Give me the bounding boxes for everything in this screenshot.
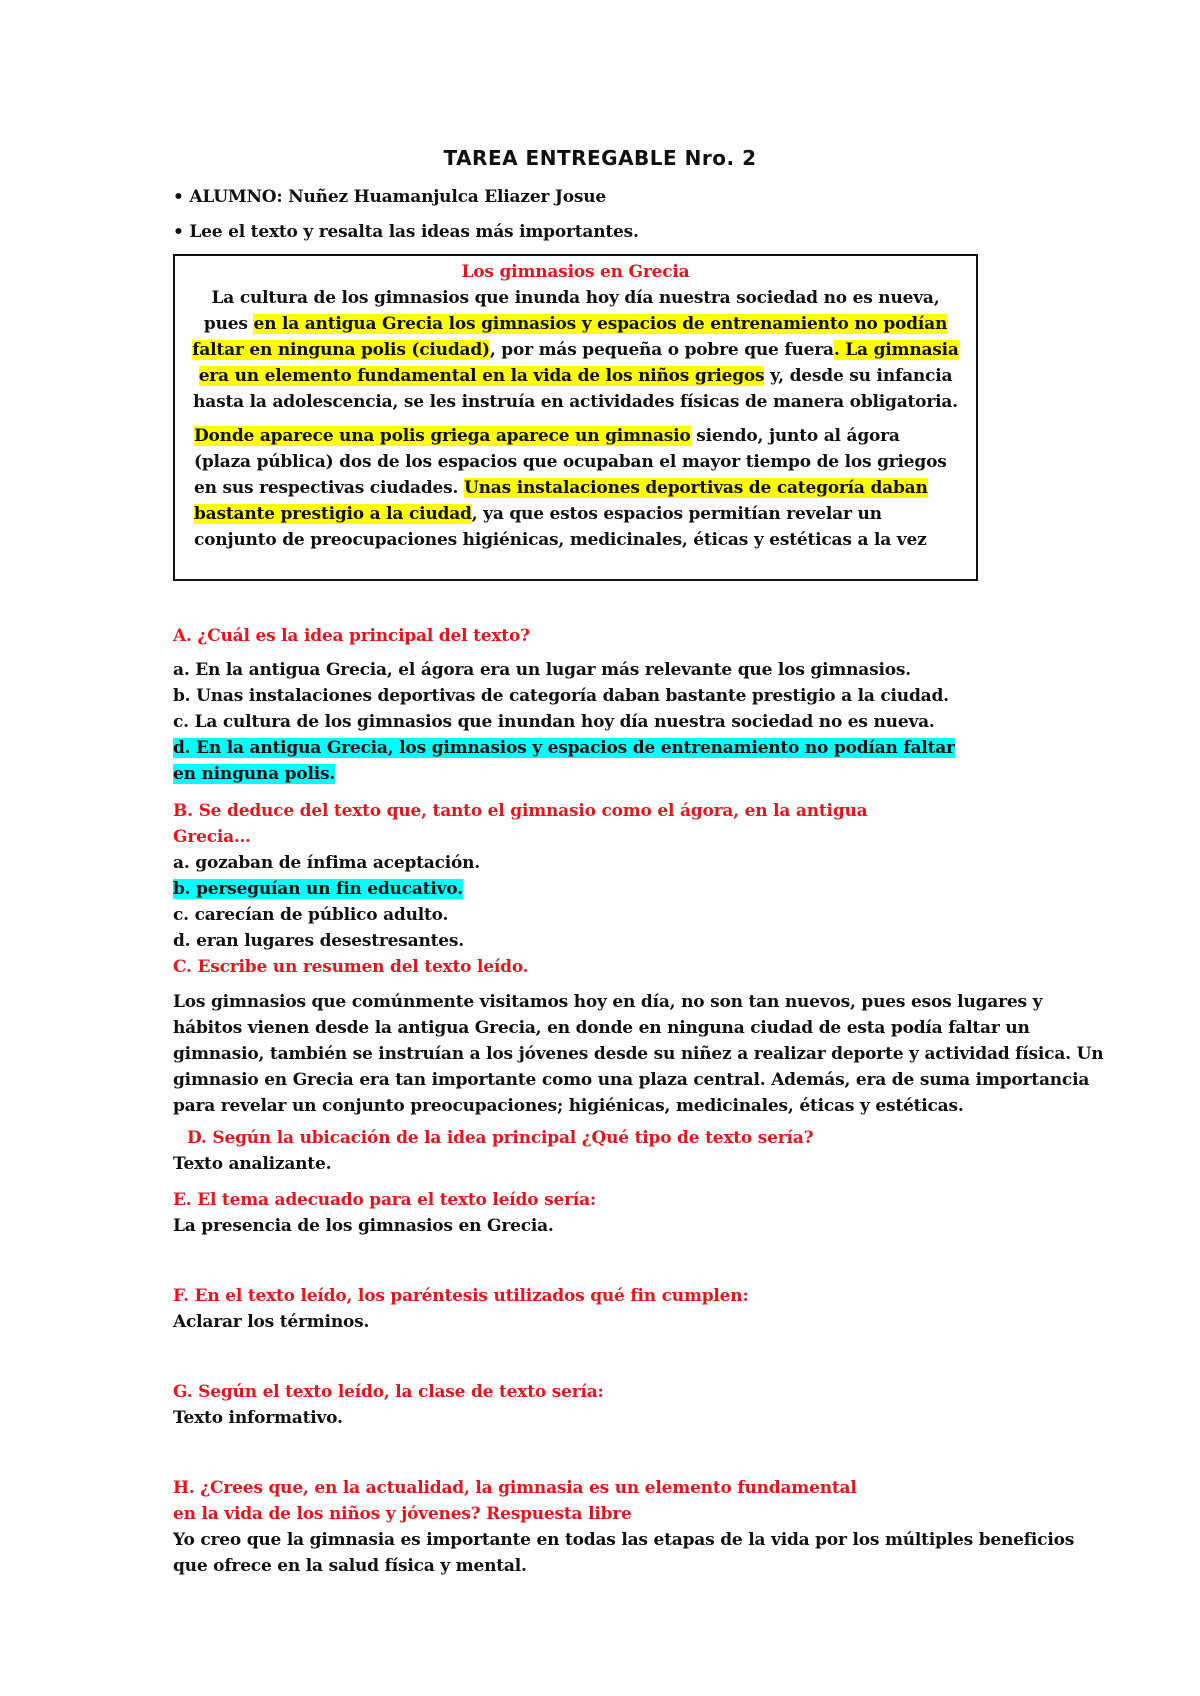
question-a-answer [173,762,335,786]
highlighted-text: faltar en ninguna polis (ciudad) [192,340,490,360]
summary-line: Los gimnasios que comúnmente visitamos hoy en día, no son tan nuevos, pues esos lugares y [173,992,1043,1012]
highlighted-text: Donde aparece una polis griega aparece un gimnasio [194,426,691,446]
question-a-prompt: A. ¿Cuál es la idea principal del texto? [173,626,530,646]
plain-text: siendo, junto al ágora [690,426,900,446]
question-b-option: d. eran lugares desestresantes. [173,931,464,951]
question-a-answer [173,736,955,760]
highlighted-text: bastante prestigio a la ciudad [194,504,472,524]
question-b-option: c. carecían de público adulto. [173,905,449,925]
question-b-option: a. gozaban de ínfima aceptación. [173,853,481,873]
highlighted-text: Unas instalaciones deportivas de categoría daban [464,478,928,498]
question-f-prompt: F. En el texto leído, los paréntesis utilizados qué fin cumplen: [173,1286,749,1306]
reading-p2-line [194,424,900,448]
reading-p1-line: La cultura de los gimnasios que inunda hoy día nuestra sociedad no es nueva, [211,288,940,308]
question-h-answer: que ofrece en la salud física y mental. [173,1556,527,1576]
question-b-prompt: B. Se deduce del texto que, tanto el gimnasio como el ágora, en la antigua [173,801,868,821]
plain-text: y, desde su infancia [764,366,953,386]
reading-p2-line [194,502,882,526]
question-d-prompt: D. Según la ubicación de la idea principal ¿Qué tipo de texto sería? [187,1128,814,1148]
reading-p1-line: hasta la adolescencia, se les instruía en actividades físicas de manera obligatoria. [193,392,958,412]
reading-p2-line: conjunto de preocupaciones higiénicas, medicinales, éticas y estéticas a la vez [194,530,927,550]
highlighted-text: . La gimnasia [833,340,959,360]
reading-title: Los gimnasios en Grecia [461,262,690,282]
question-g-prompt: G. Según el texto leído, la clase de texto sería: [173,1382,604,1402]
selected-answer-text: en ninguna polis. [173,764,336,784]
reading-p1-line [175,312,976,336]
plain-text: en sus respectivas ciudades. [194,478,464,498]
question-b-answer [173,877,463,901]
instruction-line: • Lee el texto y resalta las ideas más importantes. [173,222,639,242]
highlighted-text: era un elemento fundamental en la vida de los niños griegos [198,366,765,386]
summary-line: para revelar un conjunto preocupaciones; higiénicas, medicinales, éticas y estéticas. [173,1096,964,1116]
summary-line: gimnasio en Grecia era tan importante como una plaza central. Además, era de suma importancia [173,1070,1090,1090]
document-title: TAREA ENTREGABLE Nro. 2 [443,146,757,170]
question-a-option: b. Unas instalaciones deportivas de categoría daban bastante prestigio a la ciudad. [173,686,949,706]
question-f-answer: Aclarar los términos. [173,1312,370,1332]
question-e-answer: La presencia de los gimnasios en Grecia. [173,1216,554,1236]
reading-p1-line [175,364,976,388]
reading-p2-line [194,476,928,500]
question-h-answer: Yo creo que la gimnasia es importante en todas las etapas de la vida por los múltiples beneficios [173,1530,1075,1550]
plain-text: , ya que estos espacios permitían revelar un [471,504,882,524]
question-a-option: a. En la antigua Grecia, el ágora era un lugar más relevante que los gimnasios. [173,660,911,680]
question-e-prompt: E. El tema adecuado para el texto leído sería: [173,1190,596,1210]
highlighted-text: en la antigua Grecia los gimnasios y espacios de entrenamiento no podían [253,314,948,334]
plain-text: pues [203,314,254,334]
reading-p2-line: (plaza pública) dos de los espacios que ocupaban el mayor tiempo de los griegos [194,452,947,472]
question-h-prompt: H. ¿Crees que, en la actualidad, la gimnasia es un elemento fundamental [173,1478,857,1498]
question-d-answer: Texto analizante. [173,1154,332,1174]
question-g-answer: Texto informativo. [173,1408,343,1428]
selected-answer-text: b. perseguían un fin educativo. [173,879,463,899]
summary-line: hábitos vienen desde la antigua Grecia, en donde en ninguna ciudad de esta podía faltar un [173,1018,1030,1038]
plain-text: , por más pequeña o pobre que fuera [489,340,834,360]
summary-line: gimnasio, también se instruían a los jóvenes desde su niñez a realizar deporte y actividad física. Un [173,1044,1104,1064]
reading-p1-line [175,338,976,362]
question-b-prompt: Grecia… [173,827,251,847]
question-a-option: c. La cultura de los gimnasios que inundan hoy día nuestra sociedad no es nueva. [173,712,935,732]
selected-answer-text: d. En la antigua Grecia, los gimnasios y espacios de entrenamiento no podían faltar [173,738,955,758]
question-h-prompt: en la vida de los niños y jóvenes? Respuesta libre [173,1504,632,1524]
question-c-prompt: C. Escribe un resumen del texto leído. [173,957,529,977]
student-line: • ALUMNO: Nuñez Huamanjulca Eliazer Josue [173,187,607,207]
